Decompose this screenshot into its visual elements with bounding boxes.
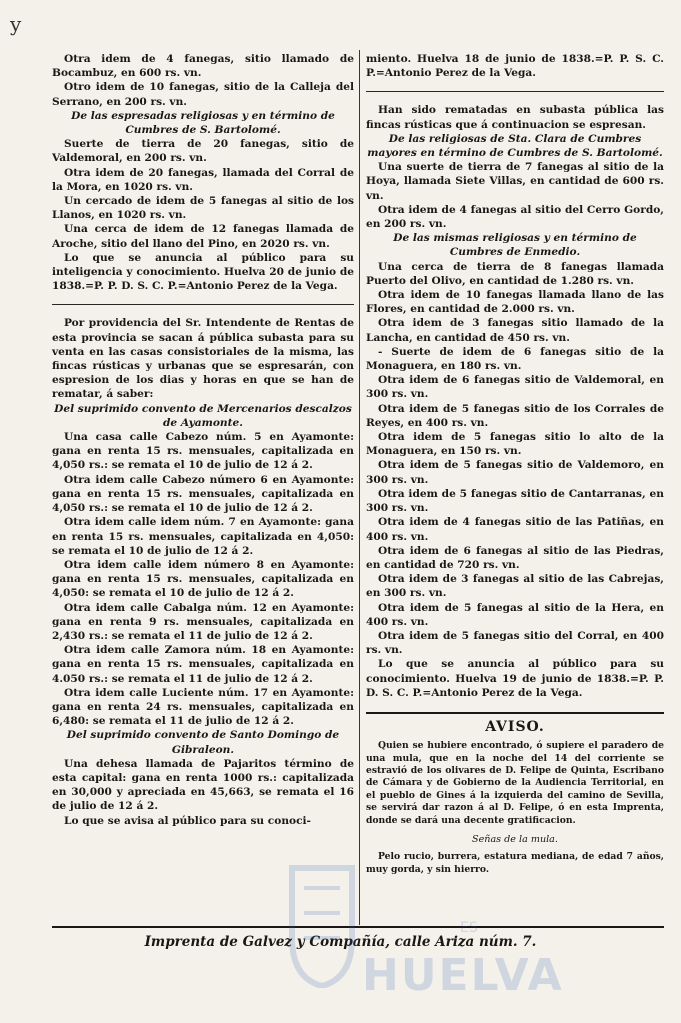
entry: Otra idem calle Cabalga núm. 12 en Ayamonte: gana en renta 9 rs. mensuales, capitalizada en 2,430 rs.: se remata el 11 de julio de 12 á 2. bbox=[52, 601, 354, 642]
entry: Otra idem calle Cabezo número 6 en Ayamonte: gana en renta 15 rs. mensuales, capitalizada en 4,050 rs.: se remata el 10 de julio de 12 á 2. bbox=[52, 473, 354, 515]
section-heading: De las religiosas de Sta. Clara de Cumbres mayores en término de Cumbres de S. Bartolomé. bbox=[367, 132, 663, 160]
aviso-description: Pelo rucio, burrera, estatura mediana, de edad 7 años, muy gorda, y sin hierro. bbox=[366, 851, 664, 875]
entry: Una cerca de idem de 12 fanegas llamada de Aroche, sitio del llano del Pino, en 2020 rs. vn. bbox=[52, 223, 354, 250]
entry: Otra idem de 5 fanegas sitio del Corral, en 400 rs. vn. bbox=[366, 629, 664, 657]
entry: Suerte de tierra de 20 fanegas, sitio de Valdemoral, en 200 rs. vn. bbox=[52, 138, 354, 165]
announcement: miento. Huelva 18 de junio de 1838.=P. P. S. C. P.=Antonio Perez de la Vega. bbox=[366, 53, 664, 80]
right-column bbox=[366, 52, 664, 876]
entry: Un cercado de idem de 5 fanegas al sitio de los Llanos, en 1020 rs. vn. bbox=[52, 195, 354, 222]
entry: Otra idem de 20 fanegas, llamada del Corral de la Mora, en 1020 rs. vn. bbox=[52, 166, 354, 193]
entry: Otra idem de 4 fanegas al sitio del Cerro Gordo, en 200 rs. vn. bbox=[366, 203, 664, 231]
entry: Otra idem calle Zamora núm. 18 en Ayamonte: gana en renta 15 rs. mensuales, capitalizada en 4.050 rs.: se remata el 11 de julio de 12 á 2. bbox=[52, 644, 354, 685]
entry: Otra idem de 5 fanegas sitio de Valdemoro, en 300 rs. vn. bbox=[366, 459, 664, 486]
announcement: Lo que se avisa al público para su conoci- bbox=[64, 814, 311, 827]
aviso-body: Quien se hubiere encontrado, ó supiere el paradero de una mula, que en la noche del 14 del corriente se estravió de los olivares de D. Felipe de Quinta, Escribano de Cámara y de Gobierno de la Audiencia Territorial, en el pueblo de Gines á la izquierda del camino de Sevilla, se servirá dar razon á al D. Felipe, ó en esta Imprenta, donde se dará una decente gratificacion. bbox=[366, 740, 664, 826]
entry: - Suerte de idem de 6 fanegas sitio de la Monaguera, en 180 rs. vn. bbox=[366, 345, 664, 373]
section-divider bbox=[366, 91, 664, 92]
entry: Otra idem de 5 fanegas sitio de Cantarranas, en 300 rs. vn. bbox=[366, 487, 664, 515]
printer-footer: Imprenta de Galvez y Compañía, calle Ariza núm. 7. bbox=[144, 934, 537, 950]
entry: Otra idem de 10 fanegas llamada llano de las Flores, en cantidad de 2.000 rs. vn. bbox=[366, 289, 664, 316]
entry: Una cerca de tierra de 8 fanegas llamada Puerto del Olivo, en cantidad de 1.280 rs. vn. bbox=[366, 260, 664, 287]
entry: Otra idem calle idem núm. 7 en Ayamonte: gana en renta 15 rs. mensuales, capitalizada en 4,050: se remata el 10 de julio de 12 á 2. bbox=[52, 516, 354, 557]
section-heading: De las mismas religiosas y en término de Cumbres de Enmedio. bbox=[393, 232, 637, 259]
entry: Otra idem de 5 fanegas al sitio de la Hera, en 400 rs. vn. bbox=[366, 601, 664, 628]
entry: Otra idem de 5 fanegas sitio lo alto de la Monaguera, en 150 rs. vn. bbox=[366, 431, 664, 458]
entry: Otra idem de 3 fanegas al sitio de las Cabrejas, en 300 rs. vn. bbox=[366, 573, 664, 600]
left-column bbox=[52, 52, 354, 828]
entry: Otra idem calle Luciente núm. 17 en Ayamonte: gana en renta 24 rs. mensuales, capitalizada en 6,480: se remata el 11 de julio de 12 á 2. bbox=[52, 686, 354, 728]
entry: Otra idem de 6 fanegas al sitio de las Piedras, en cantidad de 720 rs. vn. bbox=[366, 544, 664, 571]
footer-rule bbox=[52, 926, 664, 928]
intro-paragraph: Han sido rematadas en subasta pública las fincas rústicas que á continuacion se espresan. bbox=[366, 104, 664, 131]
entry: Otra idem de 3 fanegas sitio llamado de la Lancha, en cantidad de 450 rs. vn. bbox=[366, 317, 664, 344]
entry: Otra idem de 4 fanegas sitio de las Patiñas, en 400 rs. vn. bbox=[366, 516, 664, 543]
entry: Otra idem de 5 fanegas sitio de los Corrales de Reyes, en 400 rs. vn. bbox=[366, 402, 664, 429]
entry: Una dehesa llamada de Pajaritos término de esta capital: gana en renta 1000 rs.: capitalizada en 30,000 y apreciada en 45,663, se remata el 16 de julio de 12 á 2. bbox=[52, 757, 354, 813]
intro-paragraph: Por providencia del Sr. Intendente de Rentas de esta provincia se sacan á pública subasta para su venta en las casas consistoriales de la misma, las fincas rústicas y urbanas que se espresarán, con espresion de los dias y horas en que se han de rematar, á saber: bbox=[52, 317, 354, 401]
watermark-small-text: ES bbox=[460, 920, 478, 936]
corner-mark: y bbox=[10, 12, 22, 36]
section-heading: Del suprimido convento de Santo Domingo de Gibraleon. bbox=[66, 729, 340, 756]
column-divider bbox=[359, 50, 360, 925]
entry: Una suerte de tierra de 7 fanegas al sitio de la Hoya, llamada Siete Villas, en cantidad de 600 rs. vn. bbox=[366, 161, 664, 202]
entry: Otra idem de 6 fanegas sitio de Valdemoral, en 300 rs. vn. bbox=[366, 374, 664, 401]
section-heading: De las espresadas religiosas y en término de Cumbres de S. Bartolomé. bbox=[71, 109, 335, 137]
announcement: Lo que se anuncia al público para su conocimiento. Huelva 19 de junio de 1838.=P. P. D. S. C. P.=Antonio Perez de la Vega. bbox=[366, 658, 664, 699]
entry: Otra idem de 4 fanegas, sitio llamado de Bocambuz, en 600 rs. vn. bbox=[52, 53, 354, 80]
entry: Una casa calle Cabezo núm. 5 en Ayamonte: gana en renta 15 rs. mensuales, capitalizada en 4,050 rs.: se remata el 10 de julio de 12 á 2. bbox=[52, 431, 354, 472]
entry: Otro idem de 10 fanegas, sitio de la Calleja del Serrano, en 200 rs. vn. bbox=[52, 81, 354, 108]
entry: Otra idem calle idem número 8 en Ayamonte: gana en renta 15 rs. mensuales, capitalizada en 4,050: se remata el 10 de julio de 12 á 2. bbox=[52, 558, 354, 600]
section-divider bbox=[52, 304, 354, 305]
aviso-title: AVISO. bbox=[485, 718, 545, 735]
aviso-subheading: Señas de la mula. bbox=[472, 833, 558, 845]
announcement: Lo que se anuncia al público para su inteligencia y conocimiento. Huelva 20 de junio de 1838.=P. P. D. S. C. P.=Antonio Perez de la Vega. bbox=[52, 251, 354, 293]
section-heading: Del suprimido convento de Mercenarios descalzos de Ayamonte. bbox=[54, 402, 352, 429]
aviso-divider bbox=[366, 712, 664, 714]
watermark-text: HUELVA bbox=[362, 950, 564, 1001]
seal-icon bbox=[282, 858, 362, 988]
